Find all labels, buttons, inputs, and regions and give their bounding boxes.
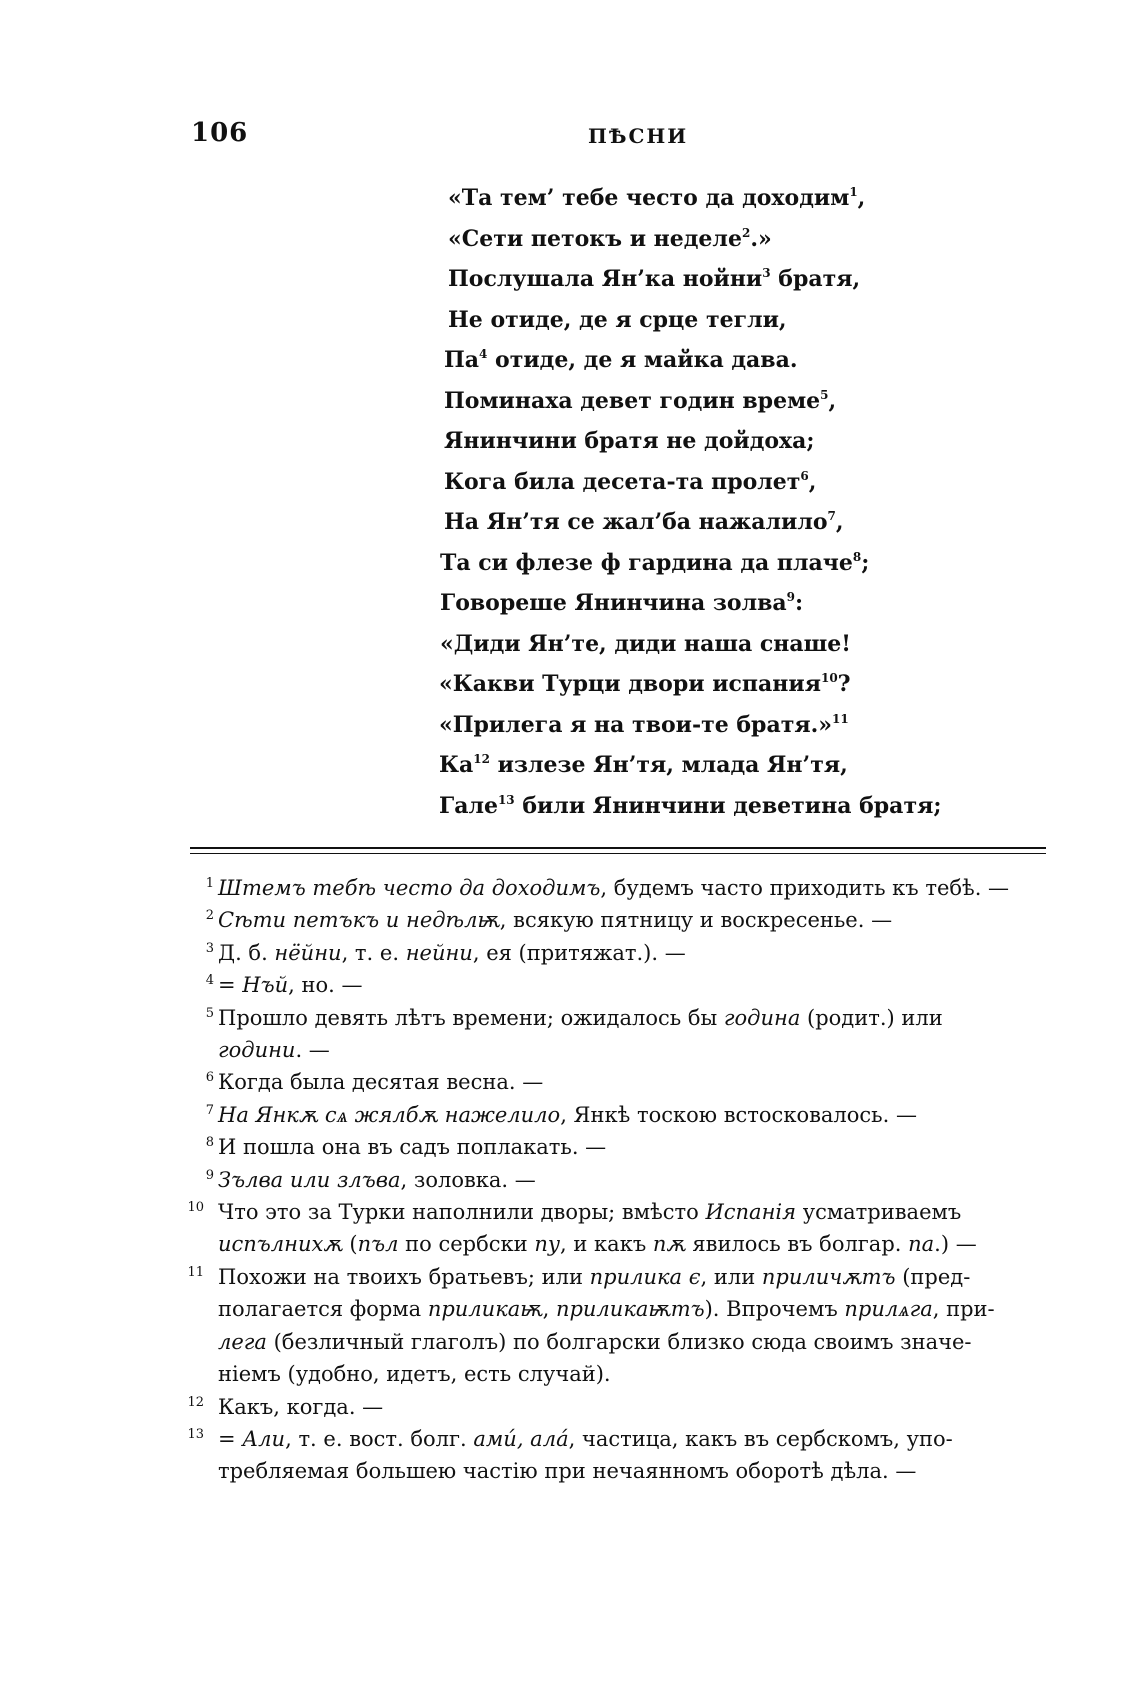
verse-text: Кога била десета-та пролет [444, 468, 801, 495]
verse-text: Говореше Янинчина золва [440, 590, 787, 616]
verse-text: «Диди Ян’те, диди наша снаше! [440, 630, 851, 657]
italic-term: нейни [405, 940, 473, 965]
footnote-line [218, 1293, 1060, 1325]
footnote-line [218, 1261, 1060, 1293]
footnote-text: , при- [932, 1297, 995, 1322]
italic-term: приликаѭ [427, 1297, 543, 1322]
verse-text: Ка [439, 752, 474, 778]
footnote-marker: 2 [741, 225, 751, 240]
footnote-line [218, 1099, 1060, 1131]
verse-line [448, 300, 968, 341]
footnote-text: Когда была десятая весна. — [218, 1070, 544, 1095]
footnote-text: ( [342, 1232, 358, 1257]
italic-term: лега [218, 1329, 267, 1354]
footnote-line [218, 1423, 1060, 1455]
footnote [200, 969, 1060, 1001]
footnote-line [218, 1002, 1060, 1034]
verse-text-tail: братя, [770, 266, 861, 292]
footnote-line [218, 1066, 1060, 1098]
footnote-text: = [218, 973, 243, 998]
italic-term: Испанія [705, 1200, 797, 1225]
verse-line [444, 421, 968, 462]
italic-term: приличѫтъ [761, 1264, 896, 1289]
footnote-number: 13 [187, 1426, 204, 1442]
footnote [187, 1423, 1060, 1488]
verse-text: Гале [439, 792, 498, 819]
verse-text: «Сети петокъ и неделе [448, 225, 742, 252]
verse-text-tail: излезе Ян’тя, млада Ян’тя, [489, 752, 848, 778]
footnote-text: . — [295, 1038, 330, 1063]
footnote-text: , и какъ [560, 1232, 653, 1257]
footnote-text: , будемъ часто приходить къ тебѣ. — [600, 876, 1010, 900]
footnote-text: Похожи на твоихъ братьевъ; или [218, 1264, 590, 1289]
footnote-number: 9 [205, 1167, 214, 1183]
footnote-line [218, 1358, 1060, 1390]
italic-term: прилика є [589, 1264, 701, 1289]
footnote-text: усматриваемъ [796, 1200, 962, 1225]
footnote [200, 1131, 1060, 1163]
footnote [200, 904, 1060, 936]
footnote-text: Что это за Турки наполнили дворы; вмѣсто [218, 1200, 706, 1225]
footnote [200, 1066, 1060, 1098]
italic-term: година [723, 1005, 801, 1030]
footnote-number: 4 [205, 973, 214, 989]
verse-line [440, 543, 968, 584]
italic-term: нёйни [274, 940, 342, 965]
footnote-line [218, 937, 1060, 969]
verse-text-tail: , [835, 509, 844, 535]
verse-line [439, 664, 968, 705]
footnote-line [218, 969, 1060, 1001]
footnote-line [218, 1034, 1060, 1066]
footnote-text: (родит.) или [800, 1005, 943, 1030]
footnote [200, 872, 1060, 904]
footnote-text: требляемая большею частію при нечаянномъ оборотѣ дѣла. — [218, 1459, 917, 1484]
footnote-text: , частица, какъ въ сербскомъ, упо- [568, 1426, 953, 1451]
verse-line [444, 340, 968, 381]
italic-term: пъл [357, 1232, 399, 1257]
footnotes [187, 872, 1060, 1488]
footnote-line [218, 1164, 1060, 1196]
footnote [200, 1099, 1060, 1131]
footnote-text: Какъ, когда. — [218, 1394, 384, 1419]
footnote-text: И пошла она въ садъ поплакать. — [218, 1135, 607, 1160]
footnote-text: Прошло девять лѣтъ времени; ожидалось бы [218, 1005, 724, 1030]
italic-term: Зълва или злъва [218, 1167, 401, 1192]
footnote-text: , т. е. вост. болг. [285, 1426, 474, 1451]
verse-text: Послушала Ян’ка нойни [448, 266, 763, 292]
footnote-marker: 6 [800, 468, 809, 483]
footnote [187, 1261, 1060, 1391]
italic-term: прилѧга [844, 1297, 933, 1322]
footnote-number: 1 [205, 876, 214, 891]
verse-text: Не отиде, де я срце тегли, [448, 306, 787, 333]
footnote-text: , т. е. [341, 940, 406, 965]
page-number: 106 [191, 118, 249, 148]
italic-term: Нъй [242, 973, 289, 998]
footnote-text: ). Впрочемъ [704, 1297, 845, 1322]
footnote-line [218, 1326, 1060, 1358]
italic-term: пѫ [652, 1232, 686, 1257]
footnote-text: , [542, 1297, 556, 1322]
italic-term: Штемъ тебѣ често да доходимъ [218, 876, 601, 900]
verse-text-tail: , [857, 185, 866, 211]
footnote-text: .) — [934, 1232, 977, 1257]
italic-term: На Янкѫ сѧ жялбѫ нажелило [218, 1102, 561, 1127]
running-head: ПѢСНИ [588, 124, 689, 148]
footnote-text: (безличный глаголъ) по болгарски близко сюда своимъ значе- [266, 1329, 972, 1354]
verse-text: Па [444, 347, 480, 373]
footnote-marker: 3 [762, 266, 771, 280]
footnote-number: 11 [187, 1264, 204, 1280]
verse-line [444, 381, 968, 422]
verse-text-tail: били Янинчини деветина братя; [514, 792, 942, 819]
verse-text: Поминаха девет годин време [444, 387, 821, 414]
footnote-marker: 8 [852, 549, 862, 564]
footnote [200, 1002, 1060, 1067]
footnote [200, 937, 1060, 969]
footnote-number: 12 [187, 1394, 204, 1410]
footnote [200, 1164, 1060, 1196]
italic-term: амú, алá [473, 1426, 569, 1451]
footnote-text: (пред- [895, 1264, 971, 1289]
footnote-number: 3 [205, 940, 214, 956]
verse-text-tail: ; [861, 549, 870, 576]
verse-line [448, 219, 968, 260]
italic-term: приликаѭтъ [555, 1297, 705, 1322]
verse-text-tail: отиде, де я майка дава. [487, 347, 798, 373]
footnote-text: Д. б. [218, 940, 275, 965]
footnote-text: , Янкѣ тоскою встосковалось. — [560, 1102, 917, 1127]
footnote-marker: 5 [820, 387, 829, 402]
italic-term: Сѣти петъкъ и недѣлѭ [218, 908, 500, 933]
footnote [187, 1196, 1060, 1261]
footnote-text: , золовка. — [400, 1167, 536, 1192]
verse-line [448, 178, 968, 219]
footnote-marker: 10 [820, 671, 838, 685]
footnote-marker: 11 [832, 711, 849, 726]
footnote-marker: 4 [479, 347, 488, 361]
footnote-line [218, 872, 1060, 904]
footnote-text: , но. — [288, 973, 363, 998]
footnote-text: явилось въ болгар. [685, 1232, 909, 1257]
italic-term: па [908, 1232, 935, 1257]
italic-term: испълнихѫ [218, 1232, 343, 1257]
footnote-text: , ея (притяжат.). — [472, 940, 686, 965]
verse-line [439, 786, 968, 827]
footnote-marker: 12 [473, 752, 490, 766]
footnote-line [218, 904, 1060, 936]
verse-text-tail: : [795, 590, 804, 616]
footnote [187, 1391, 1060, 1423]
verse-text: «Прилега я на твои-те братя.» [439, 711, 832, 738]
footnote-text: , или [700, 1264, 762, 1289]
verse-line [439, 705, 968, 746]
footnote-number: 2 [205, 908, 214, 924]
footnote-rule-thin [190, 853, 1046, 854]
footnote-line [218, 1196, 1060, 1228]
verse-line [448, 259, 968, 300]
footnote-number: 5 [205, 1005, 214, 1021]
footnote-marker: 7 [827, 509, 836, 523]
footnote-number: 6 [205, 1070, 214, 1086]
italic-term: пу [534, 1232, 561, 1257]
verse-line [444, 462, 968, 503]
footnote-rule-thick [190, 847, 1046, 849]
verse-text: «Та тем’ тебе често да доходим [448, 185, 850, 211]
footnote-text: , всякую пятницу и воскресенье. — [499, 908, 893, 933]
verse-line [440, 583, 968, 624]
verse-text-tail: , [828, 387, 837, 414]
verse-block [439, 178, 968, 826]
footnote-number: 7 [205, 1102, 214, 1118]
verse-text: Янинчини братя не дойдоха; [444, 428, 815, 454]
italic-term: Али [242, 1426, 286, 1451]
verse-line [439, 745, 968, 786]
footnote-text: по сербски [398, 1232, 535, 1257]
verse-text: «Какви Турци двори испания [439, 671, 821, 697]
footnote-text: ніемъ (удобно, идетъ, есть случай). [218, 1362, 611, 1387]
footnote-line [218, 1455, 1060, 1487]
footnote-line [218, 1131, 1060, 1163]
footnote-text: = [218, 1426, 243, 1451]
footnote-marker: 9 [786, 590, 795, 604]
footnote-marker: 1 [849, 185, 858, 199]
verse-text: На Ян’тя се жал’ба нажалило [444, 509, 828, 535]
verse-line [440, 624, 968, 665]
footnote-number: 10 [187, 1200, 204, 1216]
verse-text: Та си флезе ф гардина да плаче [440, 549, 853, 576]
footnote-marker: 13 [497, 792, 515, 807]
verse-text-tail: .» [750, 225, 772, 252]
footnote-line [218, 1391, 1060, 1423]
italic-term: години [218, 1038, 296, 1063]
footnote-text: полагается форма [218, 1297, 428, 1322]
footnote-number: 8 [205, 1135, 214, 1151]
verse-line [444, 502, 968, 543]
verse-text-tail: , [808, 468, 817, 495]
footnote-line [218, 1228, 1060, 1260]
verse-text-tail: ? [837, 671, 851, 697]
